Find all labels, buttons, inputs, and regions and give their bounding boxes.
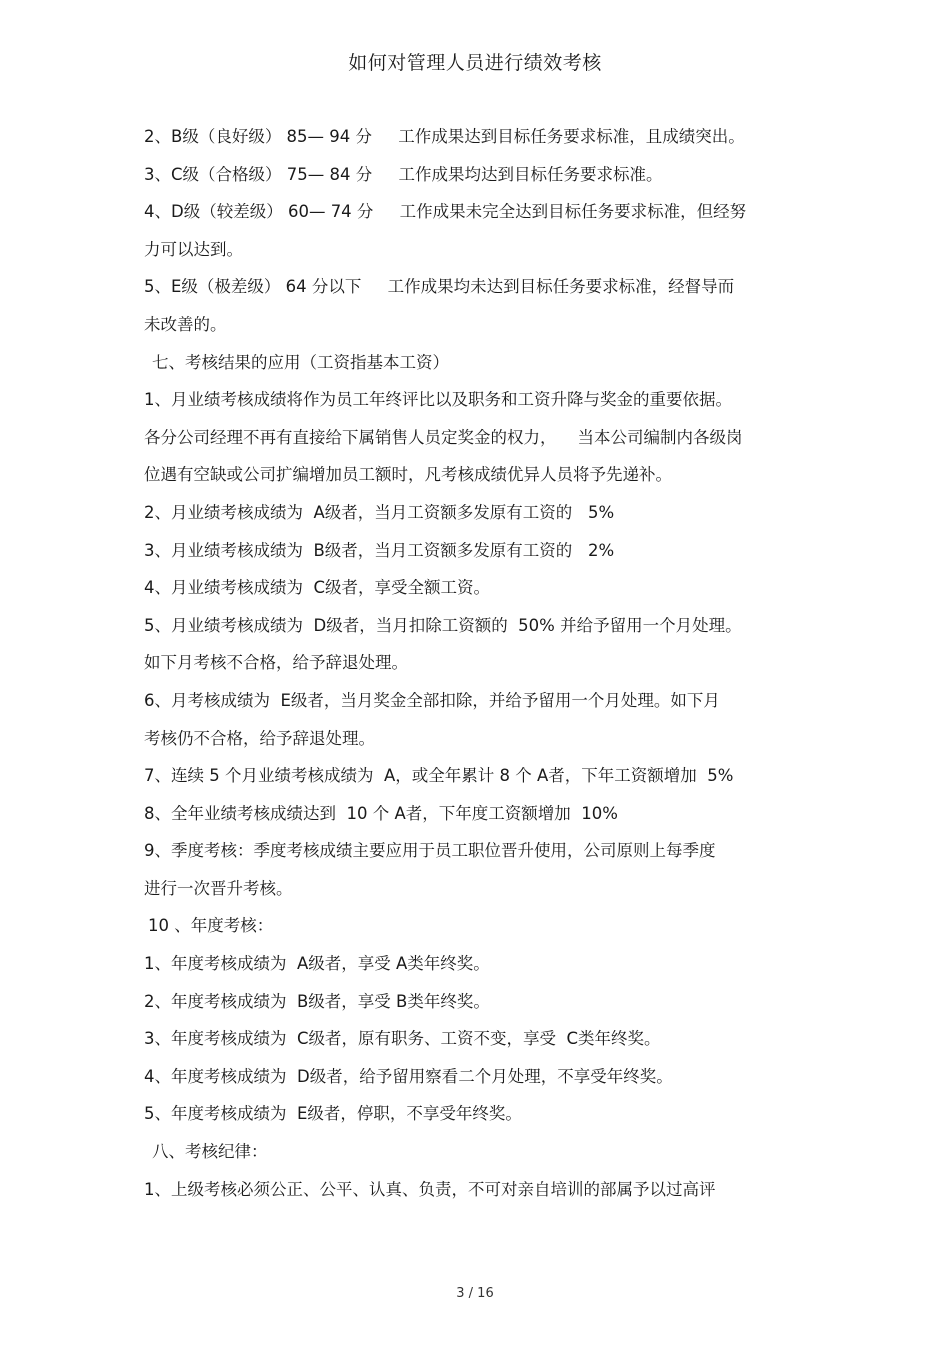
text-line: 6、月考核成绩为 E级者，当月奖金全部扣除，并给予留用一个月处理。如下月 — [144, 690, 720, 710]
text-line: 1、上级考核必须公正、公平、认真、负责，不可对亲自培训的部属予以过高评 — [144, 1179, 716, 1199]
document-body — [144, 118, 824, 1208]
text-line: 3、年度考核成绩为 C级者，原有职务、工资不变，享受 C类年终奖。 — [144, 1029, 661, 1049]
text-line: 3、月业绩考核成绩为 B级者，当月工资额多发原有工资的 2% — [144, 540, 615, 560]
text-line: 未改善的。 — [144, 314, 227, 334]
text-line: 1、月业绩考核成绩将作为员工年终评比以及职务和工资升降与奖金的重要依据。 — [144, 390, 732, 410]
section-heading: 八、考核纪律： — [152, 1142, 268, 1162]
text-line: 8、全年业绩考核成绩达到 10 个 A者，下年度工资额增加 10% — [144, 803, 618, 823]
text-line: 5、E级（极差级） 64 分以下 工作成果均未达到目标任务要求标准，经督导而 — [144, 277, 735, 297]
subsection-heading: 10 、年度考核： — [148, 916, 274, 936]
text-line: 2、月业绩考核成绩为 A级者，当月工资额多发原有工资的 5% — [144, 502, 615, 522]
text-line: 进行一次晋升考核。 — [144, 878, 293, 898]
text-line: 2、年度考核成绩为 B级者，享受 B类年终奖。 — [144, 991, 490, 1011]
text-line: 7、连续 5 个月业绩考核成绩为 A，或全年累计 8 个 A者，下年工资额增加 5% — [144, 766, 734, 786]
text-line: 3、C级（合格级） 75— 84 分 工作成果均达到目标任务要求标准。 — [144, 164, 663, 184]
text-line: 各分公司经理不再有直接给下属销售人员定奖金的权力， 当本公司编制内各级岗 — [144, 427, 743, 447]
text-line: 4、D级（较差级） 60— 74 分 工作成果未完全达到目标任务要求标准，但经努 — [144, 202, 747, 222]
text-line: 9、季度考核：季度考核成绩主要应用于员工职位晋升使用，公司原则上每季度 — [144, 841, 716, 861]
text-line: 4、月业绩考核成绩为 C级者，享受全额工资。 — [144, 578, 491, 598]
text-line: 考核仍不合格，给予辞退处理。 — [144, 728, 375, 748]
page-number: 3 / 16 — [456, 1286, 494, 1301]
text-line: 2、B级（良好级） 85— 94 分 工作成果达到目标任务要求标准，且成绩突出。 — [144, 127, 745, 146]
text-line: 5、月业绩考核成绩为 D级者，当月扣除工资额的 50% 并给予留用一个月处理。 — [144, 615, 742, 635]
section-heading: 七、考核结果的应用（工资指基本工资） — [152, 352, 449, 372]
text-line: 1、年度考核成绩为 A级者，享受 A类年终奖。 — [144, 954, 490, 974]
text-line: 5、年度考核成绩为 E级者，停职，不享受年终奖。 — [144, 1104, 522, 1124]
text-line: 位遇有空缺或公司扩编增加员工额时，凡考核成绩优异人员将予先递补。 — [144, 465, 672, 485]
text-line: 如下月考核不合格，给予辞退处理。 — [144, 653, 408, 673]
text-line: 4、年度考核成绩为 D级者，给予留用察看二个月处理，不享受年终奖。 — [144, 1066, 673, 1086]
document-title: 如何对管理人员进行绩效考核 — [348, 52, 602, 74]
text-line: 力可以达到。 — [144, 239, 243, 259]
